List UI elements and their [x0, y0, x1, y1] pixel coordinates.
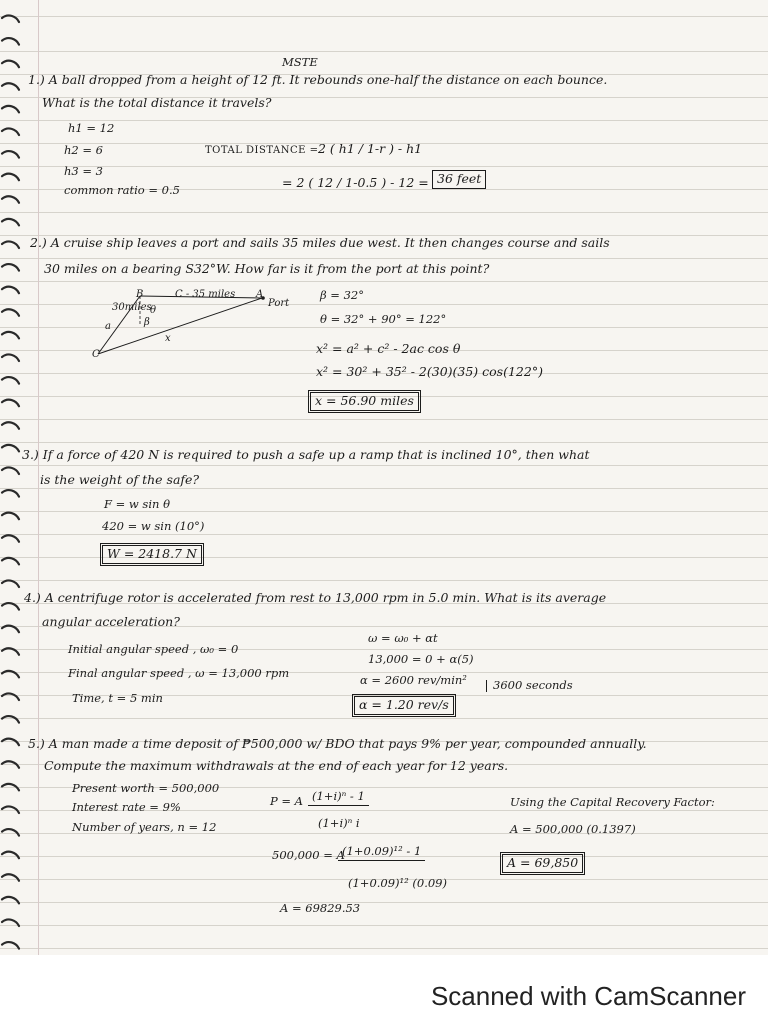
unit-conversion: 3600 seconds	[486, 680, 573, 692]
problem-4-answer: α = 1.20 rev/s	[352, 694, 456, 717]
diagram-label-beta: β	[144, 317, 150, 328]
annuity-formula-numerator: (1+i)ⁿ - 1	[308, 791, 369, 806]
given-number-of-years: Number of years, n = 12	[72, 820, 217, 834]
given-h3: h3 = 3	[64, 164, 103, 178]
problem-5-answer: A = 69,850	[500, 852, 585, 875]
diagram-label-a: A	[256, 289, 264, 300]
given-h1: h1 = 12	[68, 121, 115, 135]
annuity-substitution-numerator: (1+0.09)¹² - 1	[338, 846, 425, 861]
crf-equation: A = 500,000 (0.1397)	[510, 822, 636, 836]
problem-2-question: 2.) A cruise ship leaves a port and sails 35 miles due west. It then changes course and sails	[30, 235, 610, 250]
annuity-substitution-denominator: (1+0.09)¹² (0.09)	[348, 876, 447, 890]
annuity-result: A = 69829.53	[280, 901, 361, 915]
given-interest-rate: Interest rate = 9%	[72, 800, 181, 814]
problem-2-question: 30 miles on a bearing S32°W. How far is it from the port at this point?	[44, 261, 490, 276]
force-equation: F = w sin θ	[104, 497, 170, 511]
diagram-label-c: C	[92, 349, 100, 360]
total-distance-label: TOTAL DISTANCE =	[205, 145, 319, 156]
problem-3-question: 3.) If a force of 420 N is required to push a safe up a ramp that is inclined 10°, then what	[22, 447, 590, 462]
problem-3-answer: W = 2418.7 N	[100, 543, 204, 566]
given-ratio: common ratio = 0.5	[64, 183, 180, 197]
given-time: Time, t = 5 min	[72, 691, 163, 705]
beta-value: β = 32°	[320, 288, 364, 302]
problem-3-question: is the weight of the safe?	[40, 472, 200, 487]
force-substitution: 420 = w sin (10°)	[102, 519, 205, 533]
problem-1-answer: 36 feet	[432, 170, 486, 189]
diagram-label-x: x	[165, 333, 171, 344]
acceleration-per-minute: α = 2600 rev/min²	[360, 673, 467, 687]
problem-5-question: Compute the maximum withdrawals at the end of each year for 12 years.	[44, 758, 509, 773]
problem-4-question: 4.) A centrifuge rotor is accelerated from rest to 13,000 rpm in 5.0 min. What is its average	[24, 590, 607, 605]
total-distance-formula: 2 ( h1 / 1-r ) - h1	[318, 141, 423, 156]
law-of-cosines: x² = a² + c² - 2ac cos θ	[316, 341, 461, 356]
page-title: MSTE	[282, 55, 318, 69]
diagram-label-port: Port	[268, 298, 290, 309]
problem-1-question: What is the total distance it travels?	[42, 95, 272, 110]
theta-value: θ = 32° + 90° = 122°	[320, 312, 447, 326]
total-distance-substitution: = 2 ( 12 / 1-0.5 ) - 12 =	[282, 175, 429, 190]
diagram-label-c-side: C - 35 miles	[175, 289, 236, 300]
problem-4-question: angular acceleration?	[42, 614, 180, 629]
spiral-binding-icon	[0, 10, 22, 950]
annuity-substitution-lhs: 500,000 = A	[272, 848, 345, 862]
annuity-formula-denominator: (1+i)ⁿ i	[318, 816, 360, 830]
crf-label: Using the Capital Recovery Factor:	[510, 795, 715, 809]
diagram-label-theta: θ	[150, 305, 157, 316]
given-final-speed: Final angular speed , ω = 13,000 rpm	[68, 666, 290, 680]
diagram-label-side-a: a	[105, 321, 111, 332]
given-h2: h2 = 6	[64, 143, 103, 157]
scanner-footer	[0, 955, 768, 1024]
margin-line	[38, 0, 39, 955]
law-of-cosines-substitution: x² = 30² + 35² - 2(30)(35) cos(122°)	[316, 364, 543, 379]
problem-1-question: 1.) A ball dropped from a height of 12 ft. It rebounds one-half the distance on each bounce.	[28, 72, 608, 87]
problem-2-answer: x = 56.90 miles	[308, 390, 421, 413]
diagram-label-b: B	[136, 289, 144, 300]
annuity-formula-lhs: P = A	[270, 794, 303, 808]
given-initial-speed: Initial angular speed , ω₀ = 0	[68, 642, 239, 656]
kinematic-substitution: 13,000 = 0 + α(5)	[368, 652, 474, 666]
kinematic-equation: ω = ω₀ + αt	[368, 631, 438, 645]
problem-5-question: 5.) A man made a time deposit of ₱500,000 w/ BDO that pays 9% per year, compounded annually.	[28, 736, 647, 751]
given-present-worth: Present worth = 500,000	[72, 781, 220, 795]
diagram-label-30-miles: 30miles	[112, 302, 152, 313]
scanner-watermark: Scanned with CamScanner	[430, 981, 746, 1011]
